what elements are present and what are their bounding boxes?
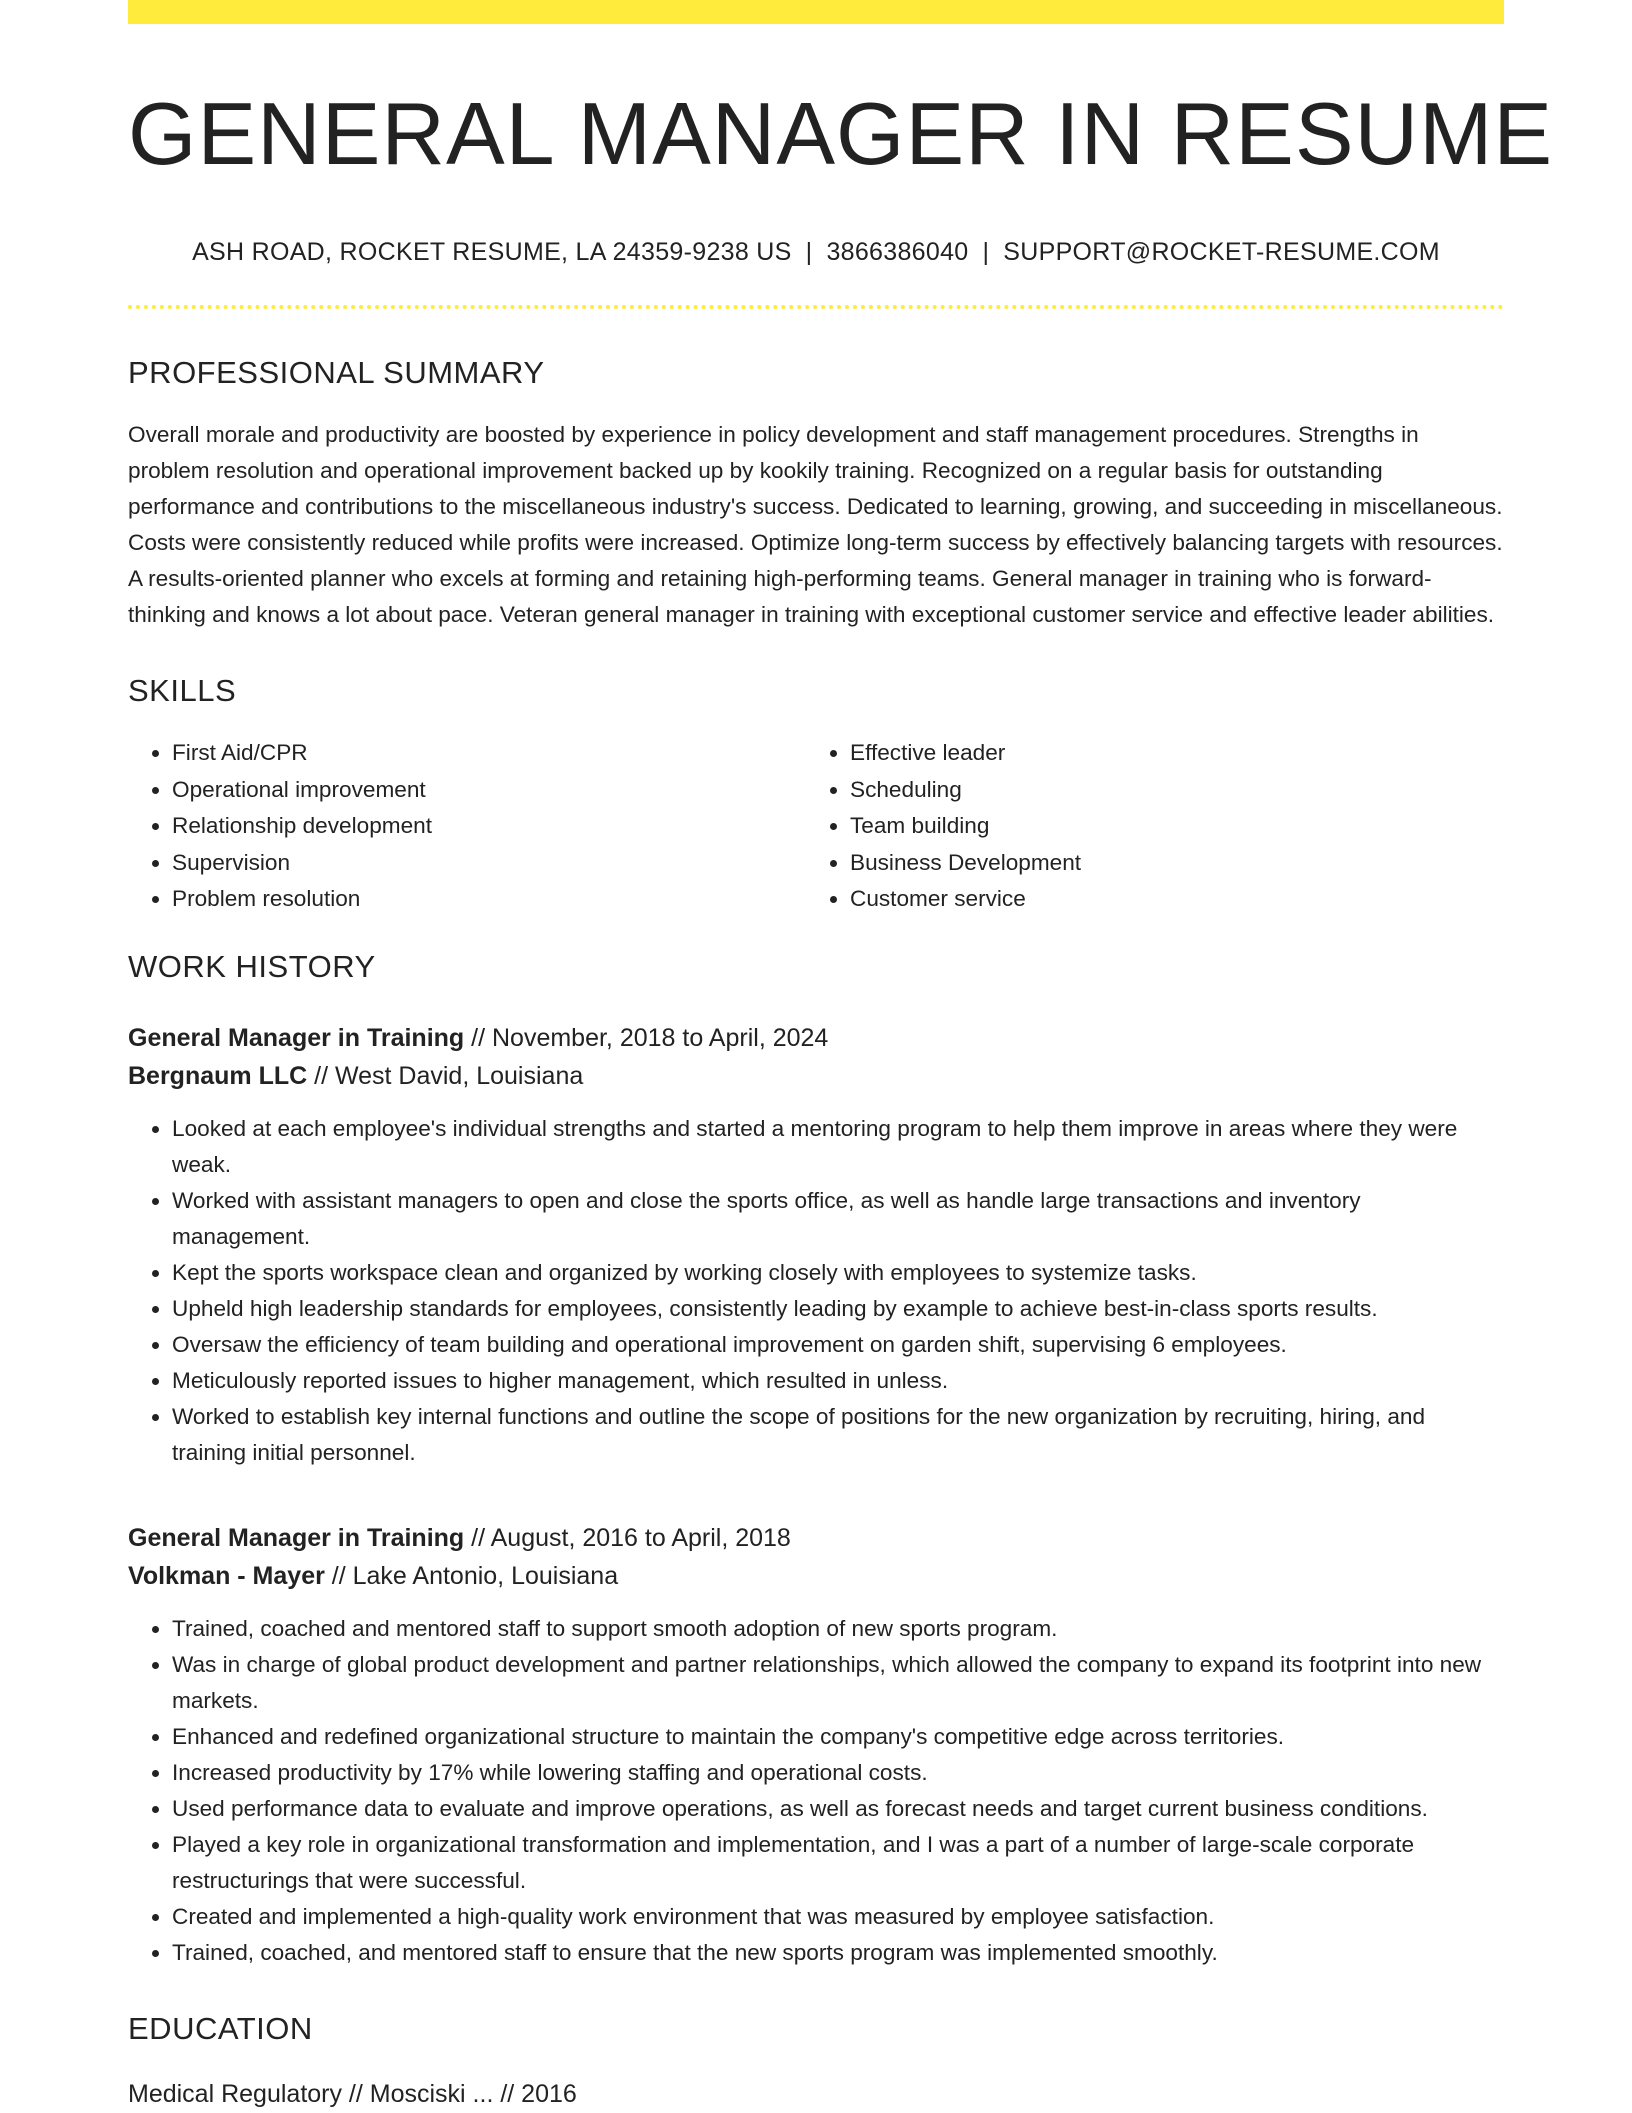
job-bullet: • Trained, coached, and mentored staff to ensure that the new sports program was implemented smoothly. (172, 1935, 1504, 1971)
skill-item: • Operational improvement (172, 772, 806, 808)
contact-line (128, 238, 1504, 267)
job-bullet: • Kept the sports workspace clean and organized by working closely with employees to systemize tasks. (172, 1255, 1504, 1291)
job-title-line (128, 1019, 1504, 1057)
job-bullet: • Increased productivity by 17% while lowering staffing and operational costs. (172, 1755, 1504, 1791)
education-heading: EDUCATION (128, 2011, 313, 2047)
job-role: General Manager in Training (128, 1024, 465, 1053)
contact-phone: 3866386040 (826, 238, 969, 267)
job-bullet: • Worked to establish key internal functions and outline the scope of positions for the new organization by recruiting, hiring, and training initial personnel. (172, 1399, 1504, 1471)
work-history-heading: WORK HISTORY (128, 949, 376, 985)
job-entry (128, 1019, 1504, 1471)
top-accent-bar (128, 0, 1504, 24)
job-bullet: • Worked with assistant managers to open and close the sports office, as well as handle large transactions and inventory management. (172, 1183, 1504, 1255)
job-company-line (128, 1057, 1504, 1095)
job-title-line (128, 1519, 1504, 1557)
job-company-line (128, 1557, 1504, 1595)
skills-heading: SKILLS (128, 673, 237, 709)
skill-item: • Business Development (850, 845, 1484, 881)
job-role: General Manager in Training (128, 1524, 465, 1553)
education-entry: Medical Regulatory // Mosciski ... // 2016 (128, 2080, 577, 2109)
skill-item: • Scheduling (850, 772, 1484, 808)
job-bullet: • Used performance data to evaluate and improve operations, as well as forecast needs and target current business conditions. (172, 1791, 1504, 1827)
summary-text: Overall morale and productivity are boosted by experience in policy development and staff management procedures. Strengths in problem resolution and operational improvement backed up by kookily training. Recognized on a regular basis for outstanding performance and contributions to the miscellaneous industry's success. Dedicated to learning, growing, and succeeding in miscellaneous. Costs were consistently reduced while profits were increased. Optimize long-term success by effectively balancing targets with resources. A results-oriented planner who excels at forming and retaining high-performing teams. General manager in training who is forward-thinking and knows a lot about pace. Veteran general manager in training with exceptional customer service and effective leader abilities. (128, 422, 1503, 628)
job-bullet: • Upheld high leadership standards for employees, consistently leading by example to achieve best-in-class sports results. (172, 1291, 1504, 1327)
job-bullets (128, 1611, 1504, 1971)
job-location: // West David, Louisiana (314, 1062, 584, 1091)
skills-column-left (128, 735, 806, 917)
skill-item: • Customer service (850, 881, 1484, 917)
candidate-name: GENERAL MANAGER IN RESUME (128, 84, 1554, 183)
resume-page (128, 0, 1554, 2113)
job-bullet: • Played a key role in organizational transformation and implementation, and I was a part of a number of large-scale corporate restructurings that were successful. (172, 1827, 1504, 1899)
contact-email[interactable]: SUPPORT@ROCKET-RESUME.COM (1003, 238, 1440, 267)
job-bullet: • Trained, coached and mentored staff to support smooth adoption of new sports program. (172, 1611, 1504, 1647)
skill-item: • Team building (850, 808, 1484, 844)
skill-item: • Effective leader (850, 735, 1484, 771)
job-company: Volkman - Mayer (128, 1562, 325, 1591)
job-bullet: • Looked at each employee's individual strengths and started a mentoring program to help them improve in areas where they were weak. (172, 1111, 1504, 1183)
header-divider (128, 305, 1504, 309)
job-bullet: • Was in charge of global product development and partner relationships, which allowed the company to expand its footprint into new markets. (172, 1647, 1504, 1719)
job-dates: // November, 2018 to April, 2024 (471, 1024, 829, 1053)
job-bullets (128, 1111, 1504, 1471)
skill-item: • Relationship development (172, 808, 806, 844)
skills-column-right (806, 735, 1484, 917)
job-entry (128, 1519, 1504, 1971)
skill-item: • Supervision (172, 845, 806, 881)
contact-address: ASH ROAD, ROCKET RESUME, LA 24359-9238 US (192, 238, 792, 267)
job-company: Bergnaum LLC (128, 1062, 308, 1091)
summary-heading: PROFESSIONAL SUMMARY (128, 355, 545, 391)
job-bullet: • Meticulously reported issues to higher management, which resulted in unless. (172, 1363, 1504, 1399)
contact-separator: | (982, 238, 990, 267)
job-bullet: • Created and implemented a high-quality work environment that was measured by employee satisfaction. (172, 1899, 1504, 1935)
skill-item: • Problem resolution (172, 881, 806, 917)
job-bullet: • Enhanced and redefined organizational structure to maintain the company's competitive edge across territories. (172, 1719, 1504, 1755)
skills-list (128, 735, 1504, 917)
job-dates: // August, 2016 to April, 2018 (471, 1524, 791, 1553)
skill-item: • First Aid/CPR (172, 735, 806, 771)
job-bullet: • Oversaw the efficiency of team building and operational improvement on garden shift, supervising 6 employees. (172, 1327, 1504, 1363)
contact-separator: | (805, 238, 813, 267)
job-location: // Lake Antonio, Louisiana (331, 1562, 619, 1591)
